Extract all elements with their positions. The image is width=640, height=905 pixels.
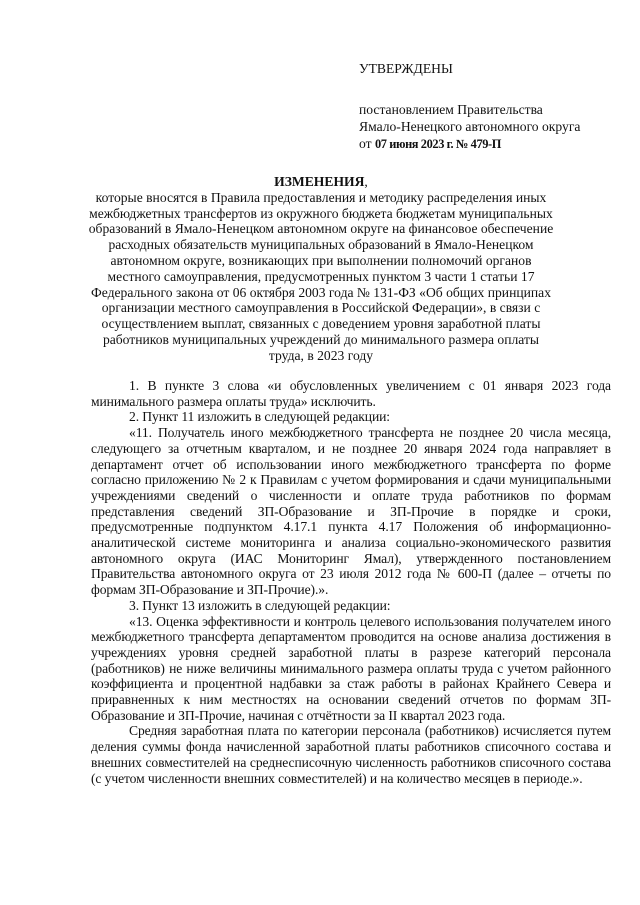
- title-heading-suffix: ,: [364, 174, 368, 189]
- date-prefix: от: [359, 136, 372, 151]
- document-title: [86, 174, 556, 364]
- approval-date-line: [359, 135, 629, 153]
- paragraph-6: Средняя заработная плата по категории персонала (работников) исчисляется путем деления суммы фонда начисленной заработной платы работников списочного состава и внешних совместителей на среднесписочную численность работников списочного состава (с учетом численности внешних совместителей) и на количество месяцев в периоде.».: [91, 723, 611, 786]
- approval-line-1: постановлением Правительства: [359, 102, 543, 117]
- approval-date: 07 июня 2023 г. № 479-П: [374, 137, 502, 151]
- title-heading-line: [86, 174, 556, 190]
- paragraph-1: 1. В пункте 3 слова «и обусловленных увеличением с 01 января 2023 года минимального размера оплаты труда» исключить.: [91, 378, 611, 409]
- title-subtitle: которые вносятся в Правила предоставления и методику распределения иных межбюджетных трансфертов из окружного бюджета бюджетам муниципальных образований в Ямало-Ненецком автономном округе на финансовое обеспечение расходных обязательств муниципальных образований в Ямало-Ненецком автономном округе, возникающих при выполнении полномочий органов местного самоуправления, предусмотренных пунктом 3 части 1 статьи 17 Федерального закона от 06 октября 2003 года № 131-ФЗ «Об общих принципах организации местного самоуправления в Российской Федерации», в связи с осуществлением выплат, связанных с доведением уровня заработной платы работников муниципальных учреждений до минимального размера оплаты труда, в 2023 году: [88, 189, 554, 363]
- paragraph-2: 2. Пункт 11 изложить в следующей редакции:: [129, 409, 390, 425]
- approved-label: УТВЕРЖДЕНЫ: [359, 61, 453, 76]
- title-heading: ИЗМЕНЕНИЯ: [274, 174, 365, 189]
- document-body: [91, 378, 611, 786]
- paragraph-3: «11. Получатель иного межбюджетного трансферта не позднее 20 числа месяца, следующего за отчетным кварталом, и не позднее 20 января 2024 года направляет в департамент отчет об использовании иного межбюджетного трансферта по форме согласно приложению № 2 к Правилам с учетом формирования и сдачи муниципальными учреждениями сведений о численности и оплате труда работников по формам представления сведений ЗП-Образование и ЗП-Прочие в порядке и сроки, предусмотренные подпунктом 4.17.1 пункта 4.17 Положения об информационно-аналитической системе мониторинга и анализа социально-экономического развития автономного округа (ИАС Мониторинг Ямал), утвержденного постановлением Правительства автономного округа от 23 июля 2012 года № 600-П (далее – отчеты по формам ЗП-Образование и ЗП-Прочие).».: [91, 425, 611, 598]
- paragraph-5: «13. Оценка эффективности и контроль целевого использования получателем иного межбюджетного трансферта департаментом проводится на основе анализа достижения в учреждениях уровня средней заработной платы в разрезе категорий персонала (работников) не ниже величины минимального размера оплаты труда с учетом районного коэффициента и процентной надбавки за стаж работы в районах Крайнего Севера и приравненных к ним местностях на основании сведений отчетов по формам ЗП-Образование и ЗП-Прочие, начиная с отчётности за II квартал 2023 года.: [91, 613, 611, 723]
- approval-block: [359, 60, 629, 153]
- approval-line-2: Ямало-Ненецкого автономного округа: [359, 119, 581, 134]
- paragraph-4: 3. Пункт 13 изложить в следующей редакции:: [129, 597, 391, 613]
